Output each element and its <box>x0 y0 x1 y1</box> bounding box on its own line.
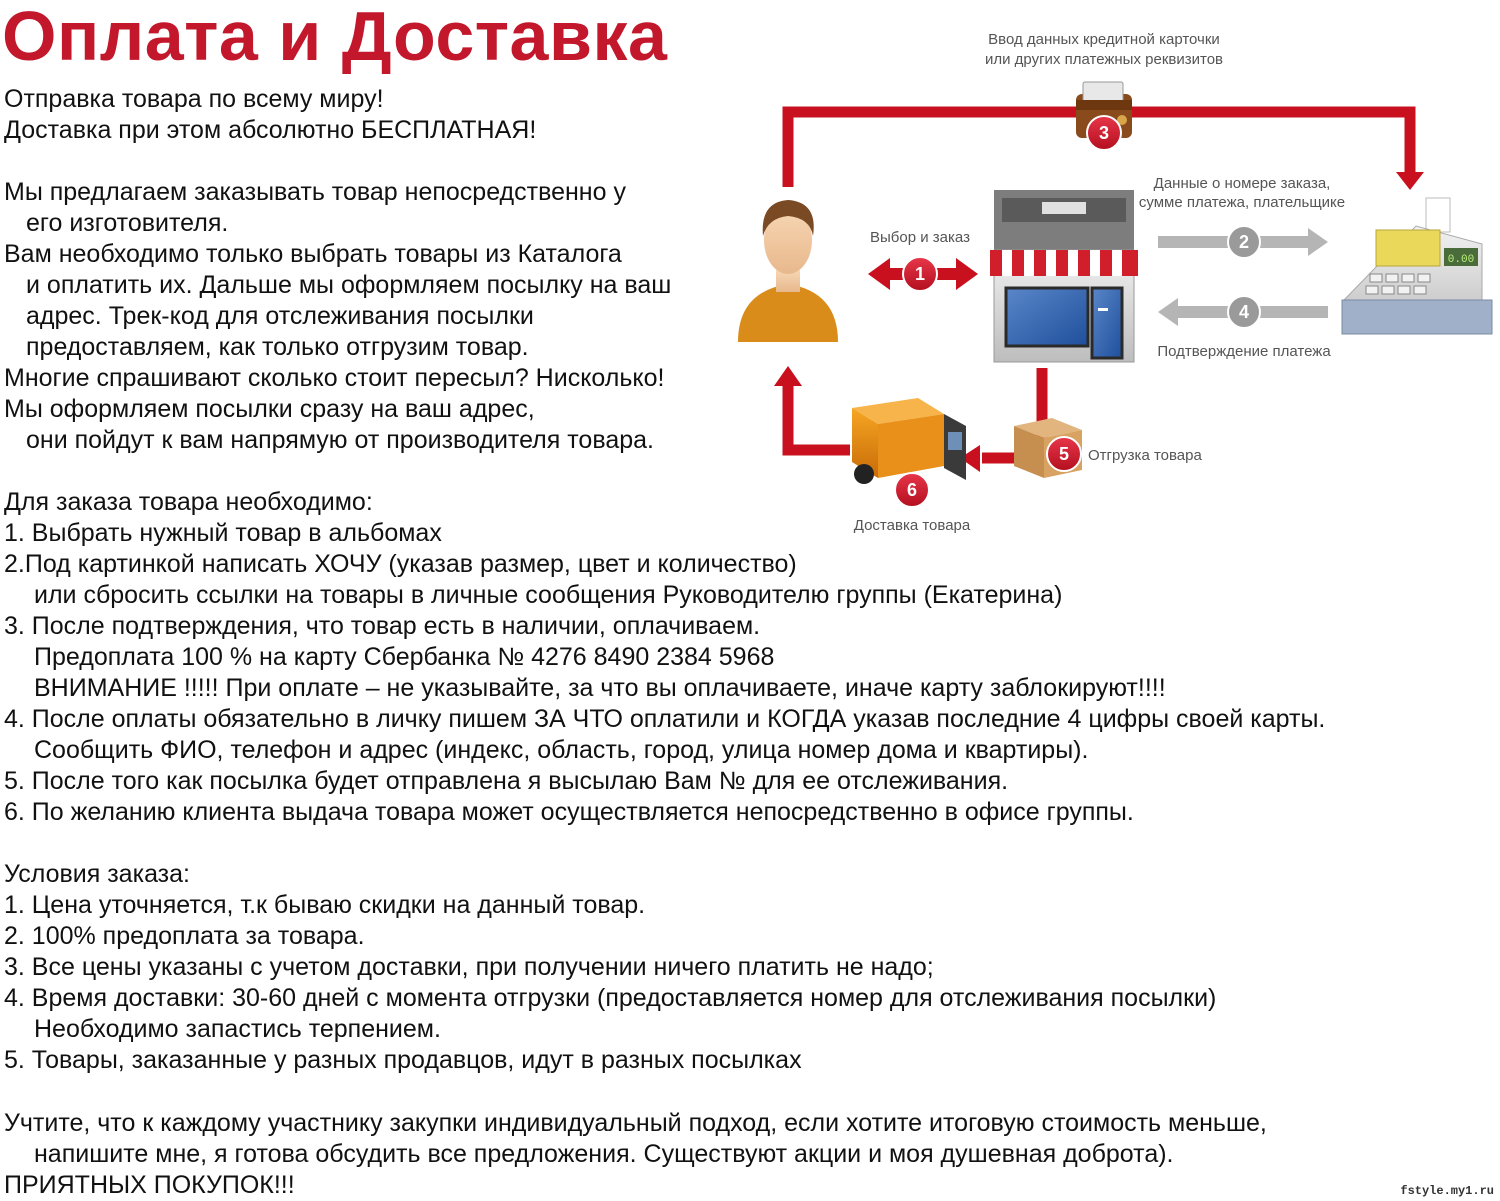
intro-line: и оплатить их. Дальше мы оформляем посылку на ваш <box>26 271 672 299</box>
customer-icon <box>738 200 838 342</box>
step-line: 1. Выбрать нужный товар в альбомах <box>4 519 442 547</box>
conditions-heading: Условия заказа: <box>4 860 190 888</box>
condition-line: 3. Все цены указаны с учетом доставки, при получении ничего платить не надо; <box>4 953 934 981</box>
watermark: fstyle.my1.ru <box>1400 1184 1494 1198</box>
card-number-line: Предоплата 100 % на карту Сбербанка № 4276 8490 2384 5968 <box>34 643 775 671</box>
delivery-line <box>788 382 850 450</box>
intro-line: Многие спрашивают сколько стоит пересыл? Нисколько! <box>4 364 665 392</box>
step-line: 4. После оплаты обязательно в личку пишем ЗА ЧТО оплатили и КОГДА указав последние 4 цифры своей карты. <box>4 705 1326 733</box>
label-shipment: Отгрузка товара <box>1088 447 1202 464</box>
warning-line: ВНИМАНИЕ !!!!! При оплате – не указывайте, за что вы оплачиваете, иначе карту заблокируют!!!! <box>34 674 1166 702</box>
arrow-up-icon <box>774 366 802 386</box>
intro-line <box>4 146 671 177</box>
label-card-entry-2: или других платежных реквизитов <box>984 51 1224 68</box>
final-note-block <box>4 1108 1267 1201</box>
label-order-data: Данные о номере заказа, <box>1153 175 1331 192</box>
badge-6-number: 6 <box>906 480 918 500</box>
register-display: 0.00 <box>1447 254 1475 266</box>
final-line: напишите мне, я готова обсудить все предложения. Существуют акции и моя душевная доброта). <box>34 1140 1174 1168</box>
badge-2-number: 2 <box>1238 232 1250 252</box>
final-line: Учтите, что к каждому участнику закупки индивидуальный подход, если хотите итоговую стоимость меньше, <box>4 1109 1267 1137</box>
label-order: Выбор и заказ <box>870 229 970 246</box>
intro-line: адрес. Трек-код для отслеживания посылки <box>26 302 534 330</box>
arrow-down-icon <box>1396 172 1424 190</box>
intro-line: они пойдут к вам напрямую от производителя товара. <box>26 426 654 454</box>
conditions-block <box>4 859 1216 1076</box>
step-line: 2.Под картинкой написать ХОЧУ (указав размер, цвет и количество) <box>4 550 797 578</box>
condition-line: 5. Товары, заказанные у разных продавцов, идут в разных посылках <box>4 1046 802 1074</box>
intro-line: Мы оформляем посылки сразу на ваш адрес, <box>4 395 535 423</box>
intro-line: Отправка товара по всему миру! <box>4 85 384 113</box>
step-line: или сбросить ссылки на товары в личные сообщения Руководителю группы (Екатерина) <box>34 581 1063 609</box>
closing-line: ПРИЯТНЫХ ПОКУПОК!!! <box>4 1171 295 1199</box>
intro-line: Доставка при этом абсолютно БЕСПЛАТНАЯ! <box>4 116 537 144</box>
badge-4-number: 4 <box>1238 302 1250 322</box>
label-payment-confirm: Подтверждение платежа <box>1157 343 1331 360</box>
step-line: 5. После того как посылка будет отправлена я высылаю Вам № для ее отслеживания. <box>4 767 1009 795</box>
intro-line: Вам необходимо только выбрать товары из Каталога <box>4 240 622 268</box>
badge-1-number: 1 <box>914 264 926 284</box>
intro-line: Мы предлагаем заказывать товар непосредственно у <box>4 178 626 206</box>
store-icon <box>990 190 1138 362</box>
cash-register-icon <box>1342 198 1492 334</box>
condition-line: 4. Время доставки: 30-60 дней с момента отгрузки (предоставляется номер для отслеживания посылки) <box>4 984 1217 1012</box>
step-line: Сообщить ФИО, телефон и адрес (индекс, область, город, улица номер дома и квартиры). <box>34 736 1089 764</box>
process-diagram <box>730 22 1500 542</box>
badge-5-number: 5 <box>1058 444 1070 464</box>
intro-line: его изготовителя. <box>26 209 229 237</box>
condition-line: 2. 100% предоплата за товара. <box>4 922 365 950</box>
condition-line: Необходимо запастись терпением. <box>34 1015 441 1043</box>
badge-3-number: 3 <box>1098 123 1110 143</box>
store-awning <box>990 250 1138 276</box>
step-line: 3. После подтверждения, что товар есть в наличии, оплачиваем. <box>4 612 761 640</box>
label-delivery: Доставка товара <box>853 517 971 534</box>
page-title: Оплата и Доставка <box>2 0 668 75</box>
label-order-data-2: сумме платежа, плательщике <box>1138 194 1346 211</box>
step-line: 6. По желанию клиента выдача товара может осуществляется непосредственно в офисе группы. <box>4 798 1134 826</box>
steps-heading: Для заказа товара необходимо: <box>4 488 373 516</box>
intro-line: предоставляем, как только отгрузим товар. <box>26 333 529 361</box>
label-card-entry: Ввод данных кредитной карточки <box>988 31 1220 48</box>
intro-block <box>4 84 671 456</box>
condition-line: 1. Цена уточняется, т.к бываю скидки на данный товар. <box>4 891 646 919</box>
